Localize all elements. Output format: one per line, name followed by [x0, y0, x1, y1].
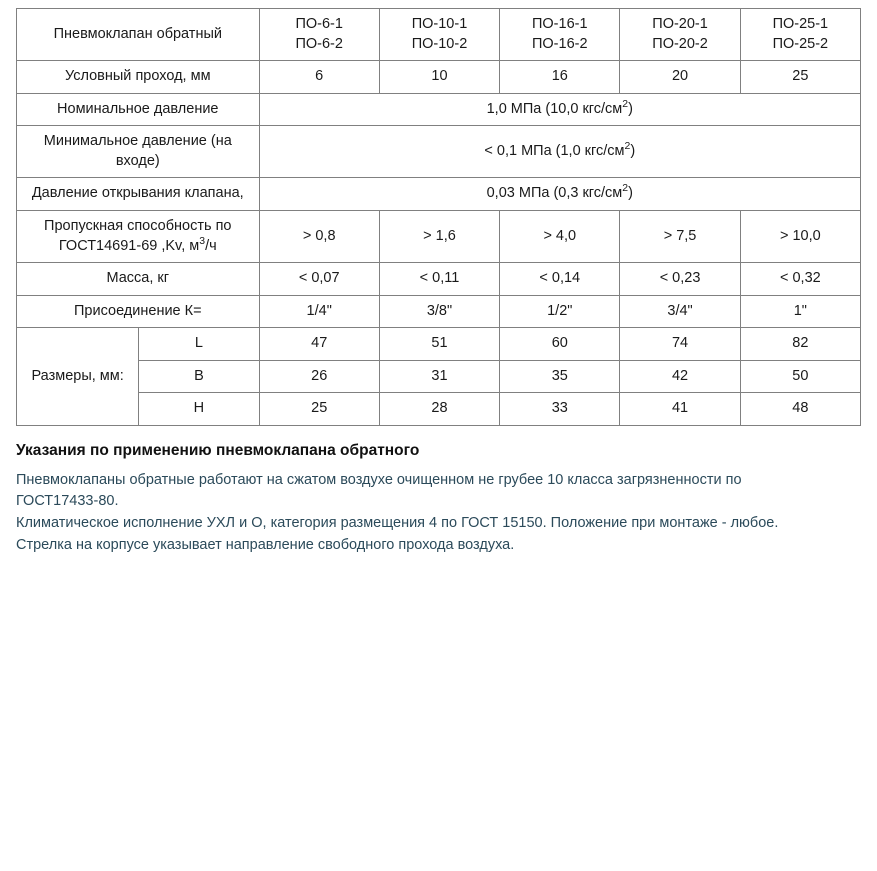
cell-value: 33: [500, 393, 620, 426]
row-label-text: Пропускная способность по ГОСТ14691-69 ,Kv, м: [44, 217, 232, 254]
cell-value: 82: [740, 328, 860, 361]
cell-value: > 0,8: [259, 210, 379, 262]
cell-value: < 0,07: [259, 263, 379, 296]
table-row-dimension-b: [17, 360, 861, 393]
value-text-post: ): [628, 185, 633, 202]
usage-note-line: ГОСТ17433-80.: [16, 493, 119, 510]
column-header-po16: [500, 9, 620, 61]
table-row-opening-pressure: [17, 178, 861, 211]
cell-value: 47: [259, 328, 379, 361]
cell-value: 16: [500, 61, 620, 94]
cell-value: 42: [620, 360, 740, 393]
table-corner-label: Пневмоклапан обратный: [17, 9, 260, 61]
specification-table: [16, 8, 861, 426]
cell-value: > 1,6: [379, 210, 499, 262]
dimension-name: H: [139, 393, 259, 426]
cell-value: 1": [740, 295, 860, 328]
table-row-mass: [17, 263, 861, 296]
column-header-line2: ПО-16-2: [531, 35, 588, 52]
column-header-po20: [620, 9, 740, 61]
cell-value: 3/8": [379, 295, 499, 328]
value-text: < 0,1 МПа (1,0 кгс/см: [484, 143, 625, 160]
table-row-minimum-pressure: [17, 126, 861, 178]
table-row-dimension-l: [17, 328, 861, 361]
cell-value: > 4,0: [500, 210, 620, 262]
cell-value: 1/2": [500, 295, 620, 328]
cell-value: 1/4": [259, 295, 379, 328]
cell-value: < 0,11: [379, 263, 499, 296]
cell-value: < 0,32: [740, 263, 860, 296]
usage-notes-body: [16, 470, 861, 555]
column-header-po25: [740, 9, 860, 61]
row-label-text-post: /ч: [205, 237, 217, 254]
row-label-superscript: 3: [199, 235, 206, 247]
table-row-nominal-bore: [17, 61, 861, 94]
value-text-post: ): [630, 143, 636, 160]
usage-note-line: Стрелка на корпусе указывает направление свободного прохода воздуха.: [16, 536, 515, 553]
row-label: Номинальное давление: [17, 93, 260, 126]
column-header-line2: ПО-6-2: [295, 35, 343, 52]
cell-value: 25: [259, 393, 379, 426]
usage-notes-title: Указания по применению пневмоклапана обратного: [16, 441, 420, 459]
usage-note-line: Пневмоклапаны обратные работают на сжатом воздухе очищенном не грубее 10 класса загрязненности по: [16, 471, 742, 488]
value-superscript: 2: [622, 183, 629, 195]
dimension-name: B: [139, 360, 259, 393]
cell-value: 25: [740, 61, 860, 94]
cell-value: 51: [379, 328, 499, 361]
cell-value-merged: [259, 93, 860, 126]
table-header-row: [17, 9, 861, 61]
column-header-line1: ПО-25-1: [772, 16, 829, 32]
value-superscript: 2: [624, 141, 631, 153]
cell-value-merged: [259, 126, 860, 178]
cell-value: 48: [740, 393, 860, 426]
column-header-line1: ПО-6-1: [295, 16, 343, 32]
dimensions-group-label: Размеры, мм:: [17, 328, 139, 426]
cell-value: 41: [620, 393, 740, 426]
cell-value: 10: [379, 61, 499, 94]
cell-value: 3/4": [620, 295, 740, 328]
cell-value: 60: [500, 328, 620, 361]
table-row-nominal-pressure: [17, 93, 861, 126]
cell-value: > 7,5: [620, 210, 740, 262]
value-text: 1,0 МПа (10,0 кгс/см: [486, 100, 623, 117]
row-label: [17, 210, 260, 262]
row-label: Минимальное давление (на входе): [17, 126, 260, 178]
column-header-line2: ПО-10-2: [411, 35, 468, 52]
cell-value: 28: [379, 393, 499, 426]
column-header-line1: ПО-16-1: [531, 16, 588, 32]
row-label: Масса, кг: [17, 263, 260, 296]
column-header-line2: ПО-25-2: [772, 35, 829, 52]
document-page: [0, 8, 877, 871]
column-header-po6: [259, 9, 379, 61]
cell-value: < 0,14: [500, 263, 620, 296]
row-label: Условный проход, мм: [17, 61, 260, 94]
cell-value: > 10,0: [740, 210, 860, 262]
cell-value-merged: [259, 178, 860, 211]
cell-value: 20: [620, 61, 740, 94]
table-row-dimension-h: [17, 393, 861, 426]
dimension-name: L: [139, 328, 259, 361]
row-label: Присоединение К=: [17, 295, 260, 328]
usage-note-line: Климатическое исполнение УХЛ и О, категория размещения 4 по ГОСТ 15150. Положение при монтаже - любое.: [16, 515, 779, 532]
cell-value: 31: [379, 360, 499, 393]
usage-notes: [16, 442, 861, 555]
cell-value: 35: [500, 360, 620, 393]
table-row-connection: [17, 295, 861, 328]
column-header-line1: ПО-20-1: [652, 16, 708, 32]
cell-value: 6: [259, 61, 379, 94]
value-text-post: ): [628, 100, 633, 117]
cell-value: 50: [740, 360, 860, 393]
table-row-flow-capacity: [17, 210, 861, 262]
column-header-line2: ПО-20-2: [652, 35, 708, 52]
value-superscript: 2: [622, 98, 629, 110]
column-header-line1: ПО-10-1: [411, 16, 468, 32]
value-text: 0,03 МПа (0,3 кгс/см: [486, 185, 623, 202]
row-label: Давление открывания клапана,: [17, 178, 260, 211]
cell-value: < 0,23: [620, 263, 740, 296]
cell-value: 74: [620, 328, 740, 361]
cell-value: 26: [259, 360, 379, 393]
column-header-po10: [379, 9, 499, 61]
